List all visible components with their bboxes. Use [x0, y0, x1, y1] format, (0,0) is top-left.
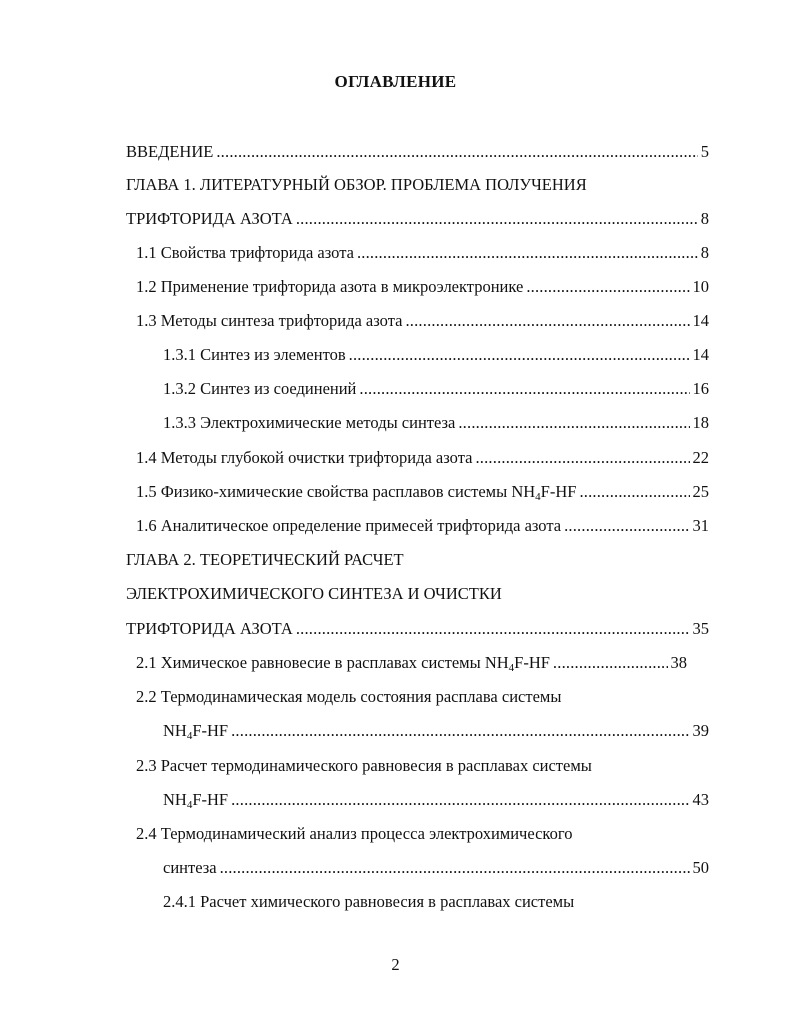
toc-entry-1-6[interactable] — [136, 516, 709, 536]
toc-entry-page: 8 — [700, 209, 709, 228]
toc-title: ОГЛАВЛЕНИЕ — [334, 72, 457, 91]
toc-entry-introduction[interactable] — [126, 142, 709, 162]
toc-entry-1-3[interactable] — [136, 311, 709, 331]
toc-entry-2-3-line-1[interactable]: 2.3 Расчет термодинамического равновесия в расплавах системы — [136, 756, 592, 775]
toc-entry-label: 1.3.2 Синтез из соединений — [163, 379, 357, 398]
toc-leader-dots — [296, 209, 698, 229]
toc-leader-dots — [359, 379, 689, 399]
toc-entry-2-1[interactable] — [136, 653, 687, 673]
toc-entry-page: 10 — [692, 277, 709, 296]
toc-leader-dots — [405, 311, 689, 331]
toc-chapter-1-heading[interactable]: ГЛАВА 1. ЛИТЕРАТУРНЫЙ ОБЗОР. ПРОБЛЕМА ПОЛУЧЕНИЯ — [126, 175, 587, 194]
toc-entry-chapter-2[interactable] — [126, 619, 709, 639]
toc-entry-label: ТРИФТОРИДА АЗОТА — [126, 619, 293, 638]
toc-entry-page: 38 — [670, 653, 687, 672]
formula-nh4f-hf: $NH_4F-HF$ — [511, 482, 577, 503]
toc-entry-label — [163, 790, 228, 810]
toc-leader-dots — [296, 619, 690, 639]
toc-entry-label: 1.3 Методы синтеза трифторида азота — [136, 311, 403, 330]
toc-entry-label: 1.3.3 Электрохимические методы синтеза — [163, 413, 456, 432]
toc-entry-2-4-line-1[interactable]: 2.4 Термодинамический анализ процесса электрохимического — [136, 824, 573, 843]
toc-entry-page: 14 — [692, 345, 709, 364]
toc-leader-dots — [357, 243, 698, 263]
toc-leader-dots — [458, 413, 689, 433]
toc-chapter-2-heading-line-1[interactable]: ГЛАВА 2. ТЕОРЕТИЧЕСКИЙ РАСЧЕТ — [126, 550, 404, 569]
toc-entry-page: 16 — [692, 379, 709, 398]
toc-leader-dots — [553, 653, 668, 673]
toc-chapter-2-heading-line-2[interactable]: ЭЛЕКТРОХИМИЧЕСКОГО СИНТЕЗА И ОЧИСТКИ — [126, 584, 502, 603]
toc-entry-2-4[interactable] — [163, 858, 709, 878]
toc-entry-label: 1.4 Методы глубокой очистки трифторида азота — [136, 448, 473, 467]
toc-entry-page: 43 — [692, 790, 709, 809]
toc-entry-1-3-2[interactable] — [163, 379, 709, 399]
toc-entry-2-3[interactable] — [163, 790, 709, 810]
toc-entry-1-3-3[interactable] — [163, 413, 709, 433]
toc-entry-label: ВВЕДЕНИЕ — [126, 142, 214, 161]
page-number: 2 — [391, 955, 400, 974]
toc-entry-label: 1.6 Аналитическое определение примесей трифторида азота — [136, 516, 562, 535]
toc-entry-page: 14 — [692, 311, 709, 330]
toc-entry-label: 2.1 Химическое равновесие в расплавах системы $NH_4F-HF$ — [136, 653, 550, 674]
toc-leader-dots — [579, 482, 689, 502]
toc-entry-label: 1.3.1 Синтез из элементов — [163, 345, 346, 364]
toc-leader-dots — [231, 790, 689, 810]
toc-entry-page: 35 — [692, 619, 709, 638]
toc-entry-2-4-1-line-1[interactable]: 2.4.1 Расчет химического равновесия в расплавах системы — [163, 892, 575, 911]
formula-nh4f-hf: $NH_4F-HF$ — [484, 653, 550, 674]
toc-entry-label: 1.2 Применение трифторида азота в микроэлектронике — [136, 277, 524, 296]
toc-entry-label: ТРИФТОРИДА АЗОТА — [126, 209, 293, 228]
toc-entry-page: 22 — [692, 448, 709, 467]
toc-leader-dots — [475, 448, 689, 468]
toc-entry-2-2-line-1[interactable]: 2.2 Термодинамическая модель состояния расплава системы — [136, 687, 562, 706]
toc-entry-1-1[interactable] — [136, 243, 709, 263]
toc-entry-1-3-1[interactable] — [163, 345, 709, 365]
toc-entry-1-2[interactable] — [136, 277, 709, 297]
toc-entry-chapter-1[interactable] — [126, 209, 709, 229]
toc-leader-dots — [564, 516, 689, 536]
toc-entry-1-4[interactable] — [136, 448, 709, 468]
toc-entry-label — [163, 721, 228, 741]
toc-leader-dots — [231, 721, 689, 741]
toc-entry-label: синтеза — [163, 858, 217, 877]
toc-entry-page: 50 — [692, 858, 709, 877]
toc-leader-dots — [349, 345, 690, 365]
toc-entry-page: 31 — [692, 516, 709, 535]
toc-entry-page: 8 — [700, 243, 709, 262]
formula-nh4f-hf: $NH_4F-HF$ — [163, 790, 229, 811]
toc-entry-page: 39 — [692, 721, 709, 740]
toc-leader-dots — [526, 277, 689, 297]
toc-entry-page: 5 — [700, 142, 709, 161]
toc-entry-page: 25 — [692, 482, 709, 501]
toc-entry-label: 1.1 Свойства трифторида азота — [136, 243, 354, 262]
formula-nh4f-hf: $NH_4F-HF$ — [163, 721, 229, 742]
toc-leader-dots — [216, 142, 697, 162]
toc-entry-page: 18 — [692, 413, 709, 432]
toc-entry-label: 1.5 Физико-химические свойства расплавов системы $NH_4F-HF$ — [136, 482, 577, 503]
toc-leader-dots — [220, 858, 690, 878]
toc-entry-2-2[interactable] — [163, 721, 709, 741]
toc-entry-1-5[interactable] — [136, 482, 709, 502]
